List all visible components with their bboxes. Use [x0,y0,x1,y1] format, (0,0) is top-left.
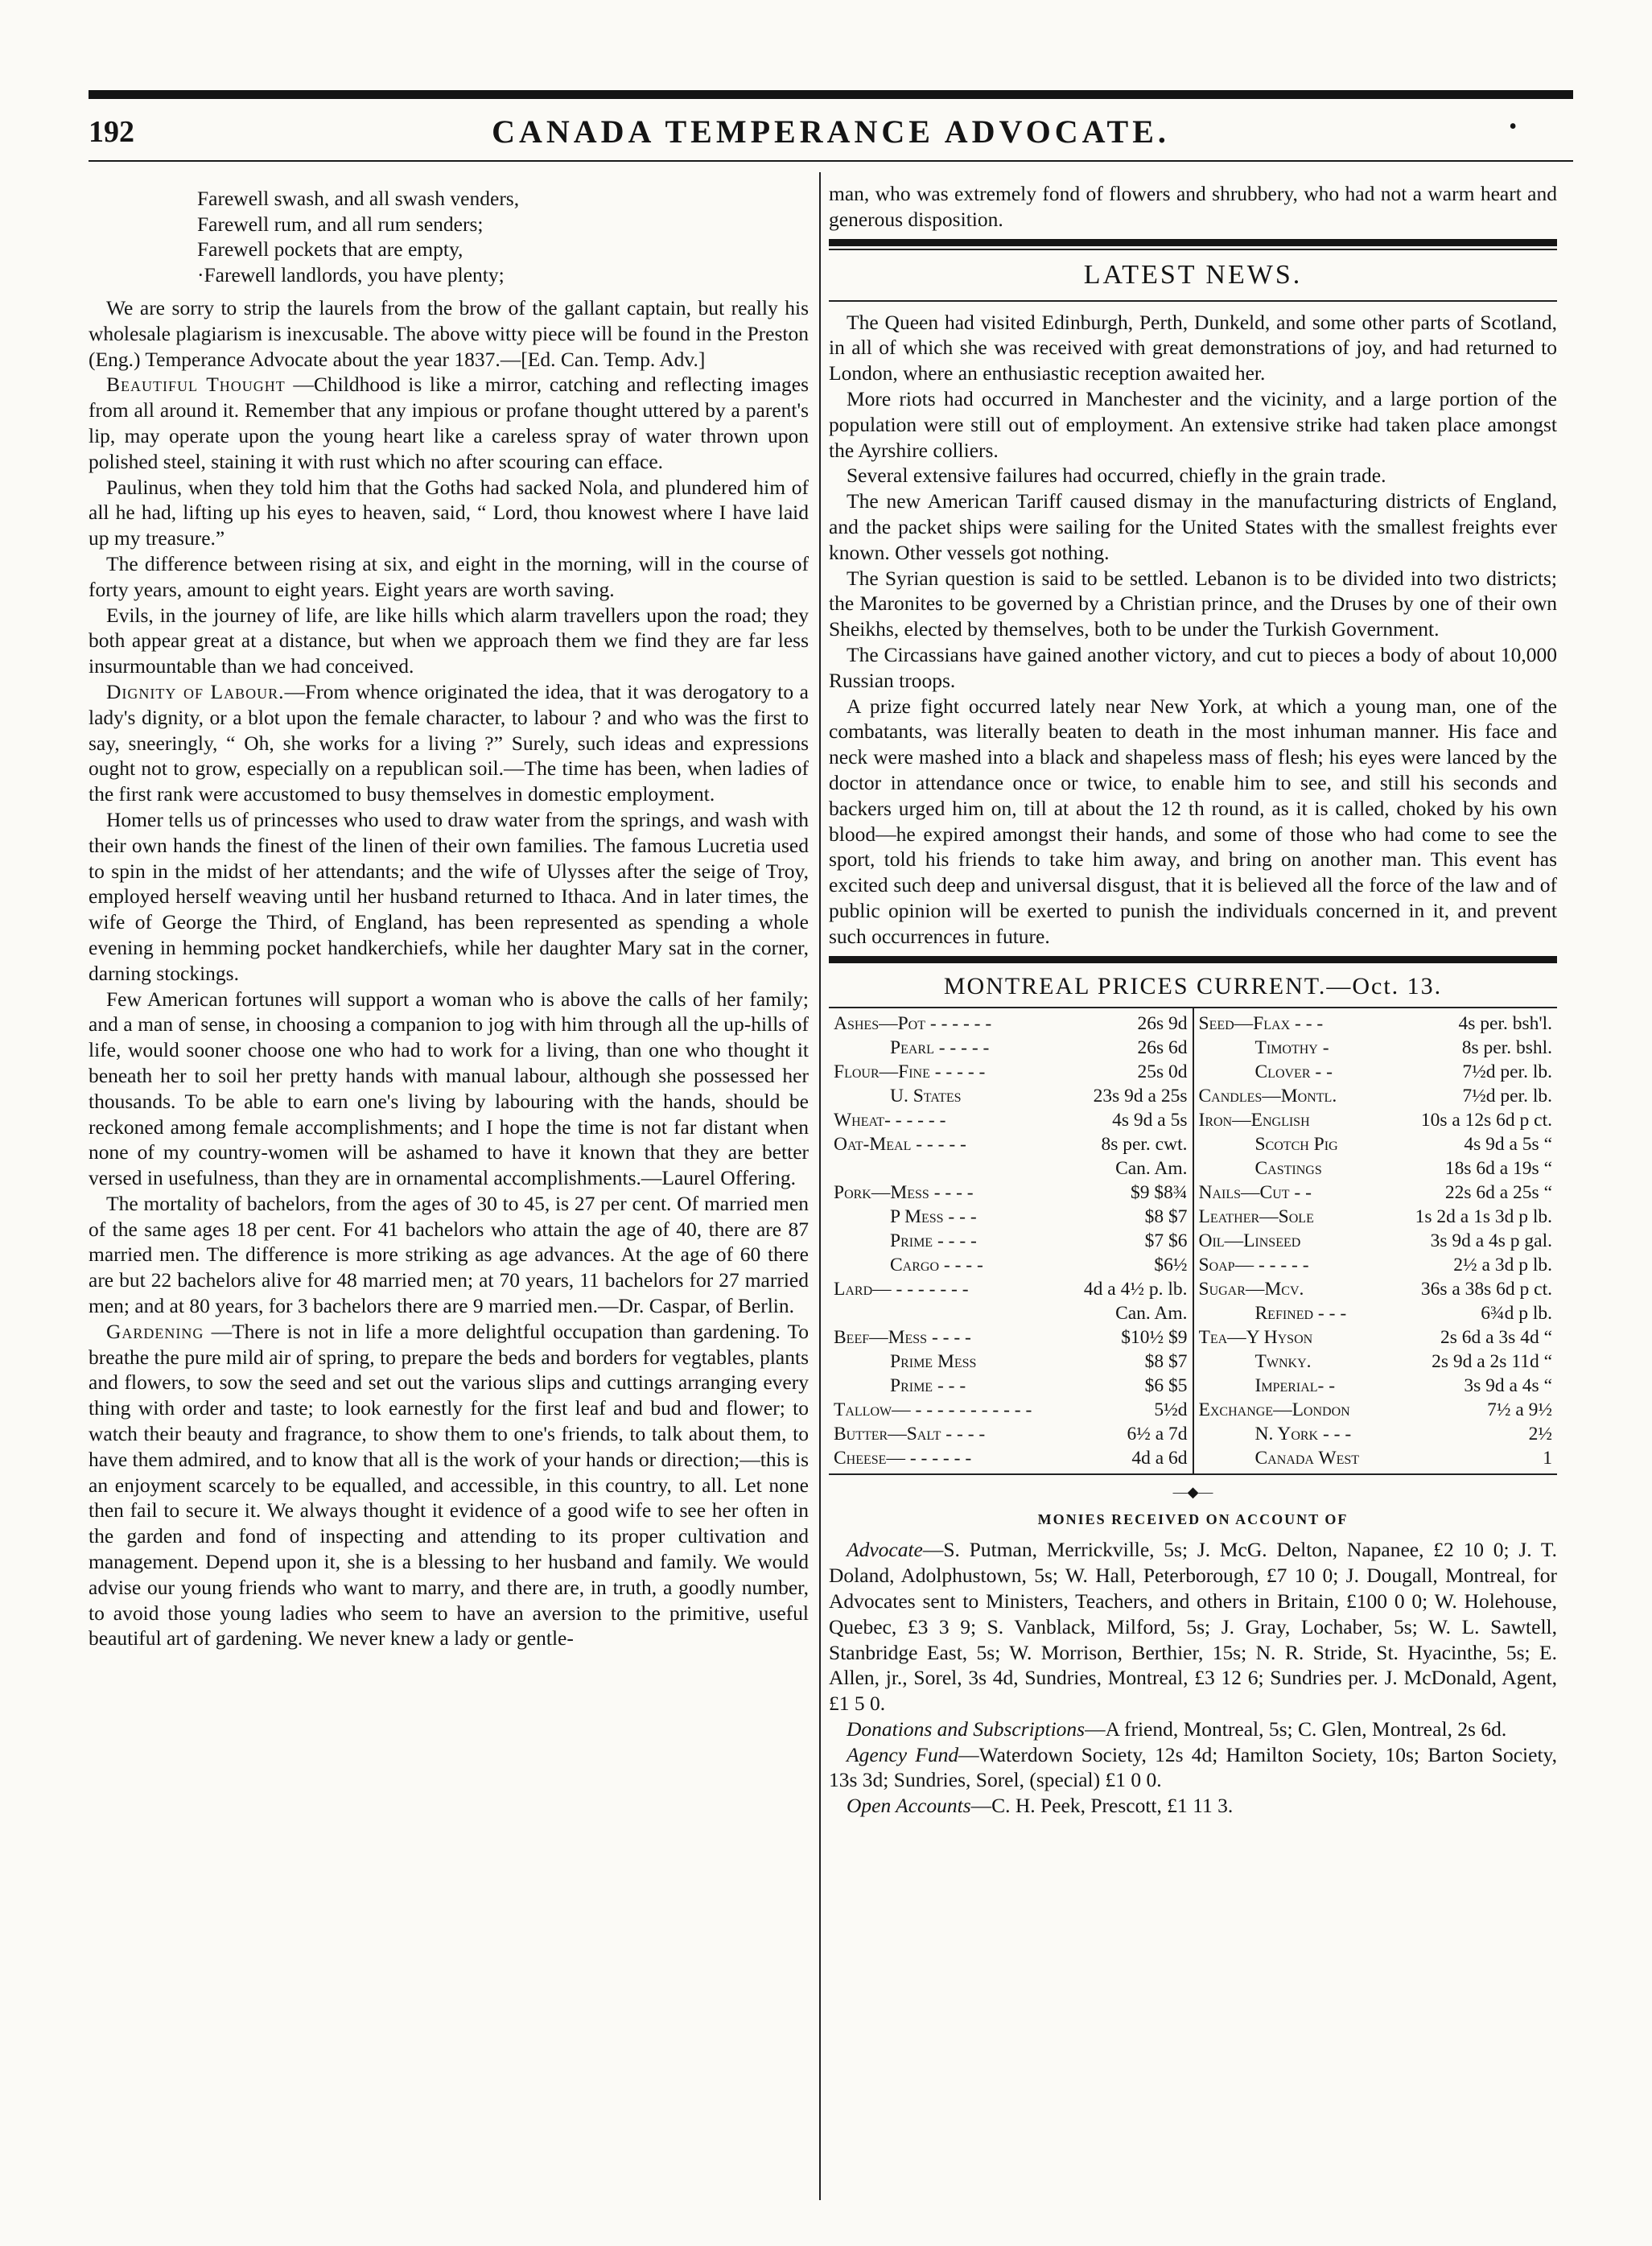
monies-lead: Agency Fund [847,1742,959,1766]
article-gardening [89,1319,809,1651]
section-rule [829,300,1557,302]
price-value: $6½ [1154,1254,1188,1275]
price-row [834,1374,1188,1398]
verse [89,186,809,287]
top-rule [89,90,1573,99]
price-row [1199,1277,1553,1301]
monies-lead: Donations and Subscriptions [847,1716,1086,1741]
article-mortality: The mortality of bachelors, from the ages of 30 to 45, is 27 per cent. Of married men of the same ages 18 per cent. For 41 bachelors who attain the age of 40, there are 87 married men. The difference is more striking as age advances. At the age of 60 there are but 22 bachelors alive for 48 married men; at 70 years, 11 bachelors for 27 married men; and at 80 years, for 3 bachelors there are 9 married men.—Dr. Caspar, of Berlin. [89,1191,809,1318]
price-value: 8s per. cwt. [1101,1133,1188,1155]
price-row [1199,1060,1553,1084]
price-row [834,1446,1188,1470]
verse-line: Farewell swash, and all swash venders, [197,187,520,210]
price-row [1199,1108,1553,1132]
price-value: 7½d per. lb. [1462,1085,1552,1107]
price-row [1199,1205,1553,1229]
price-label: Seed—Flax - - - [1198,1012,1324,1034]
price-label: Candles—Montl. [1198,1085,1337,1107]
price-value: 18s 6d a 19s “ [1444,1157,1552,1179]
price-label: Scotch Pig [1254,1133,1338,1155]
price-row [1199,1350,1553,1374]
monies-donations [829,1716,1557,1742]
price-label: Flour—Fine - - - - - [834,1061,986,1082]
price-label: N. York - - - [1254,1423,1352,1444]
price-label: Leather—Sole [1198,1205,1314,1227]
price-row [834,1132,1188,1156]
price-value: 2½ [1528,1423,1552,1444]
price-row [1199,1422,1553,1446]
price-row [1199,1012,1553,1036]
price-value: 23s 9d a 25s [1093,1085,1188,1107]
price-label: Tea—Y Hyson [1198,1326,1313,1348]
prices-table [829,1007,1557,1475]
price-value: 7½d per. lb. [1462,1061,1552,1082]
price-label: Exchange—London [1198,1399,1350,1420]
article-body: —There is not in life a more delightful occupation than gardening. To breathe the pure mild air of spring, to prepare the beds and borders for vegtables, plants and flowers, to sow the seed and set out the various slips and cuttings arranging every thing with order and taste; to look earnestly for the first leaf and bud and flower; to watch their beauty and fragrance, to show them to one's friends, to talk about them, to have them admired, and to know that all is the work of your hands or direction;—this is an enjoyment scarcely to be equalled, and accessible, in this country, to all. Let none then fail to secure it. We always thought it evidence of a good wife to see her often in the garden and fond of inspecting and attending to its proper cultivation and management. Depend upon it, she is a blessing to her husband and family. We would advise our young friends who want to marry, and there are, in truth, a goodly number, to avoid those young ladies who seem to have an aversion to the primitive, useful beautiful art of gardening. We never knew a lady or gentle- [89,1319,809,1651]
price-row [834,1253,1188,1277]
price-label: Oil—Linseed [1198,1230,1301,1251]
price-label: P Mess - - - [890,1205,977,1227]
price-label: Refined - - - [1254,1302,1347,1324]
price-label: Prime - - - [890,1374,966,1396]
price-row [834,1398,1188,1422]
price-value: 3s 9d a 4s p gal. [1430,1230,1552,1251]
article-body: —From whence originated the idea, that it was derogatory to a lady's dignity, or a blot upon the female character, to labour ? and who was the first to say, sneeringly, “ Oh, she works for a living ?” Surely, such ideas and expressions ought not to grow, especially on a republican soil.—The time has been, when ladies of the first rank were accustomed to busy themselves in domestic employment. [89,679,809,806]
price-label: Ashes—Pot - - - - - - [834,1012,992,1034]
article-american-fortunes: Few American fortunes will support a woman who is above the calls of her family; and a man of sense, in choosing a companion to jog with him through all the up-hills of life, would sooner choose one who had to work for a living, than one who thought it beneath her to soil her pretty hands with manual labour, although she possessed her thousands. To be able to earn one's living by labouring with the hands, should be reckoned among female accomplishments; and I hope the time is not far distant when none of my country-women will be ashamed to have it known that they are better versed in usefulness, than they are in ornamental accomplishments.—Laurel Offering. [89,987,809,1190]
price-label: Beef—Mess - - - - [834,1326,971,1348]
header-rule [89,160,1573,162]
price-row [834,1277,1188,1301]
prices-current-title: MONTREAL PRICES CURRENT.—Oct. 13. [943,972,1443,999]
monies-body: —Waterdown Society, 12s 4d; Hamilton Society, 10s; Barton Society, 13s 3d; Sundries, Sorel, (special) £1 0 0. [829,1742,1557,1792]
latest-news-heading: LATEST NEWS. [1083,259,1303,290]
price-value: 3s 9d a 4s “ [1464,1374,1552,1396]
price-value: 4s per. bsh'l. [1458,1012,1552,1034]
page-header [89,111,1573,161]
article-paulinus: Paulinus, when they told him that the Goths had sacked Nola, and plundered him of all he had, lifting up his eyes to heaven, said, “ Lord, thou knowest where I have laid up my treasure.” [89,475,809,550]
price-label: Nails—Cut - - [1198,1181,1312,1203]
price-label: Twnky. [1254,1350,1312,1372]
article-body: —Childhood is like a mirror, catching and reflecting images from all around it. Remember that any impious or profane thought uttered by a parent's lip, may operate upon the young heart like a careless spray of water thrown upon polished steel, staining it with rust which no after scouring can efface. [89,373,809,473]
news-item: The Queen had visited Edinburgh, Perth, Dunkeld, and some other parts of Scotland, in all of which she was received with great demonstrations of joy, and had returned to London, where an enthusiastic reception awaited her. [829,310,1557,385]
price-row [1199,1084,1553,1108]
price-label: Soap— - - - - - [1198,1254,1309,1275]
price-row [1199,1398,1553,1422]
price-value: 4s 9d a 5s [1112,1109,1188,1131]
editorial-note: We are sorry to strip the laurels from the brow of the gallant captain, but really his wholesale plagiarism is inexcusable. The above witty piece will be found in the Preston (Eng.) Temperance Advocate about the year 1837.—[Ed. Can. Temp. Adv.] [89,296,809,371]
price-label: U. States [890,1085,962,1107]
price-value: 4s 9d a 5s “ [1464,1133,1552,1155]
price-label: Wheat- - - - - - [834,1109,946,1131]
price-row [834,1181,1188,1205]
price-row [834,1229,1188,1253]
price-label: Oat-Meal - - - - - [834,1133,966,1155]
monies-heading: MONIES RECEIVED ON ACCOUNT OF [1037,1510,1349,1527]
price-row [834,1205,1188,1229]
price-value: 2s 6d a 3s 4d “ [1440,1326,1552,1348]
price-label: Lard— - - - - - - - [834,1278,969,1300]
monies-body: —S. Putman, Merrickville, 5s; J. McG. Delton, Napanee, £2 10 0; J. T. Doland, Adolphustown, 5s; W. Hall, Peterborough, £7 10 0; J. Dougall, Montreal, for Advocates sent to Ministers, Teachers, and others in Britain, £100 0 0; W. Holehouse, Quebec, £3 3 9; S. Vanblack, Milford, 5s; J. Gray, Lochaber, 5s; W. L. Sawtell, Stanbridge East, 5s; W. Morrison, Berthier, 15s; N. R. Stride, St. Hyacinthe, 5s; E. Allen, jr., Sorel, 3s 4d, Sundries, Montreal, £3 12 6; Sundries per. J. McDonald, Agent, £1 5 0. [829,1538,1557,1716]
price-row [834,1422,1188,1446]
price-row [834,1060,1188,1084]
ornament-icon: —◆— [1172,1483,1213,1500]
section-rule [829,249,1557,250]
right-column [829,181,1557,2225]
prices-column-left [829,1008,1193,1473]
price-label: Iron—English [1198,1109,1310,1131]
price-value: 1s 2d a 1s 3d p lb. [1415,1205,1552,1227]
left-column [89,181,809,2225]
price-value: 26s 9d [1137,1012,1188,1034]
prices-column-right [1193,1008,1558,1473]
article-evils: Evils, in the journey of life, are like hills which alarm travellers upon the road; they both appear great at a distance, but when we approach them we find they are far less insurmountable than we had conceived. [89,603,809,678]
price-value: Can. Am. [1115,1157,1188,1179]
column-divider [819,172,821,2200]
price-value: $7 $6 [1144,1230,1188,1251]
article-lead: Dignity of Labour. [106,679,285,703]
price-value: 6½ a 7d [1127,1423,1188,1444]
price-row [1199,1229,1553,1253]
monies-lead: Open Accounts [847,1794,971,1818]
price-value: 25s 0d [1137,1061,1188,1082]
price-row [1199,1301,1553,1325]
price-label: Butter—Salt - - - - [834,1423,986,1444]
price-row [1199,1156,1553,1181]
article-beautiful-thought [89,372,809,474]
price-row [1199,1253,1553,1277]
price-label: Imperial- - [1254,1374,1336,1396]
news-item: The Circassians have gained another victory, and cut to pieces a body of about 10,000 Russian troops. [829,642,1557,692]
price-label: Pearl - - - - - [890,1036,990,1058]
monies-open-accounts [829,1793,1557,1819]
price-row [1199,1374,1553,1398]
price-value: 2½ a 3d p lb. [1453,1254,1552,1275]
price-value: 8s per. bshl. [1461,1036,1552,1058]
article-lead: Beautiful Thought [106,373,286,397]
price-row [834,1036,1188,1060]
price-row [1199,1181,1553,1205]
price-value: 6¾d p lb. [1481,1302,1552,1324]
monies-agency-fund [829,1742,1557,1794]
price-value: $8 $7 [1144,1205,1188,1227]
price-label: Pork—Mess - - - - [834,1181,974,1203]
price-row [1199,1036,1553,1060]
price-label: Prime - - - - [890,1230,977,1251]
price-label [834,1156,890,1181]
monies-advocate [829,1537,1557,1716]
section-rule [829,239,1557,246]
price-label: Prime Mess [890,1350,977,1372]
price-value: 2s 9d a 2s 11d “ [1432,1350,1552,1372]
price-value: 10s a 12s 6d p ct. [1420,1109,1552,1131]
price-row [834,1325,1188,1350]
verse-line: Farewell pockets that are empty, [197,237,463,261]
price-value: 36s a 38s 6d p ct. [1420,1278,1552,1300]
price-row [834,1012,1188,1036]
price-value: Can. Am. [1115,1302,1188,1324]
header-mark: • [1509,114,1517,139]
gardening-continuation: man, who was extremely fond of flowers and shrubbery, who had not a warm heart and generous disposition. [829,182,1557,231]
article-dignity-of-labour [89,679,809,807]
price-label: Cargo - - - - [890,1254,983,1275]
price-label: Sugar—Mcv. [1198,1278,1304,1300]
price-label: Cheese— - - - - - - [834,1447,972,1469]
article-homer: Homer tells us of princesses who used to draw water from the springs, and wash with their own hands the finest of the linen of their own families. The famous Lucretia used to spin in the midst of her attendants; and the wife of Ulysses after the seige of Troy, employed herself weaving until her husband returned to Ithaca. And in later times, the wife of George the Third, of England, has been represented as spending a whole evening in hemming pocket handkerchiefs, while her daughter Mary sat in the corner, darning stockings. [89,807,809,985]
price-value: 26s 6d [1137,1036,1188,1058]
price-row [834,1108,1188,1132]
section-rule [829,956,1557,963]
price-row [834,1156,1188,1181]
price-value: 7½ a 9½ [1487,1399,1552,1420]
price-label [834,1301,890,1325]
verse-line: ·Farewell landlords, you have plenty; [197,262,505,286]
price-value: 22s 6d a 25s “ [1444,1181,1552,1203]
price-label: Timothy - [1254,1036,1329,1058]
price-value: $8 $7 [1144,1350,1188,1372]
price-value: $9 $8¾ [1131,1181,1188,1203]
price-row [834,1301,1188,1325]
price-row [834,1350,1188,1374]
news-item: More riots had occurred in Manchester and the vicinity, and a large portion of the population were still out of employment. An extensive strike had taken place amongst the Ayrshire colliers. [829,386,1557,462]
page-number: 192 [89,115,134,149]
news-item: The new American Tariff caused dismay in the manufacturing districts of England, and the packet ships were sailing for the United States with the smallest freights ever known. Other vessels got nothing. [829,489,1557,564]
price-value: $6 $5 [1144,1374,1188,1396]
news-item: A prize fight occurred lately near New York, at which a young man, one of the combatants, was literally beaten to death in the most inhuman manner. His face and neck were mashed into a black and shapeless mass of flesh; his eyes were lanced by the doctor in attendance once or twice, to enable him to see, and still his seconds and backers urged him on, till at about the 12 th round, as it is called, choked by his own blood—he expired amongst their hands, and some of those who had come to see the sport, told his friends to take him away, and bring on another man. This event has excited such deep and universal disgust, that it is believed all the force of the law and of public opinion will be exerted to punish the individuals concerned in it, and prevent such occurrences in future. [829,694,1557,948]
price-label: Canada West [1254,1447,1360,1469]
article-rising: The difference between rising at six, and eight in the morning, will in the course of forty years, amount to eight years. Eight years are worth saving. [89,551,809,601]
masthead-title: CANADA TEMPERANCE ADVOCATE. [492,113,1170,150]
price-value: 5½d [1154,1399,1188,1420]
monies-body: —C. H. Peek, Prescott, £1 11 3. [970,1794,1234,1818]
monies-lead: Advocate [847,1538,923,1562]
price-value: 4d a 6d [1131,1447,1188,1469]
price-label: Castings [1254,1157,1322,1179]
price-value: 1 [1543,1447,1552,1469]
price-value: 4d a 4½ p. lb. [1083,1278,1188,1300]
price-label: Tallow— - - - - - - - - - - - [834,1399,1032,1420]
price-value: $10½ $9 [1121,1326,1188,1348]
news-item: Several extensive failures had occurred, chiefly in the grain trade. [847,464,1386,488]
price-row [834,1084,1188,1108]
monies-body: —A friend, Montreal, 5s; C. Glen, Montreal, 2s 6d. [1085,1716,1507,1741]
price-row [1199,1446,1553,1470]
news-item: The Syrian question is said to be settled. Lebanon is to be divided into two districts; the Maronites to be governed by a Christian prince, and the Druses by one of their own Sheikhs, elected by themselves, both to be under the Turkish Government. [829,566,1557,641]
price-label: Clover - - [1254,1061,1333,1082]
price-row [1199,1325,1553,1350]
verse-line: Farewell rum, and all rum senders; [197,212,484,236]
article-lead: Gardening [106,1319,204,1343]
price-row [1199,1132,1553,1156]
